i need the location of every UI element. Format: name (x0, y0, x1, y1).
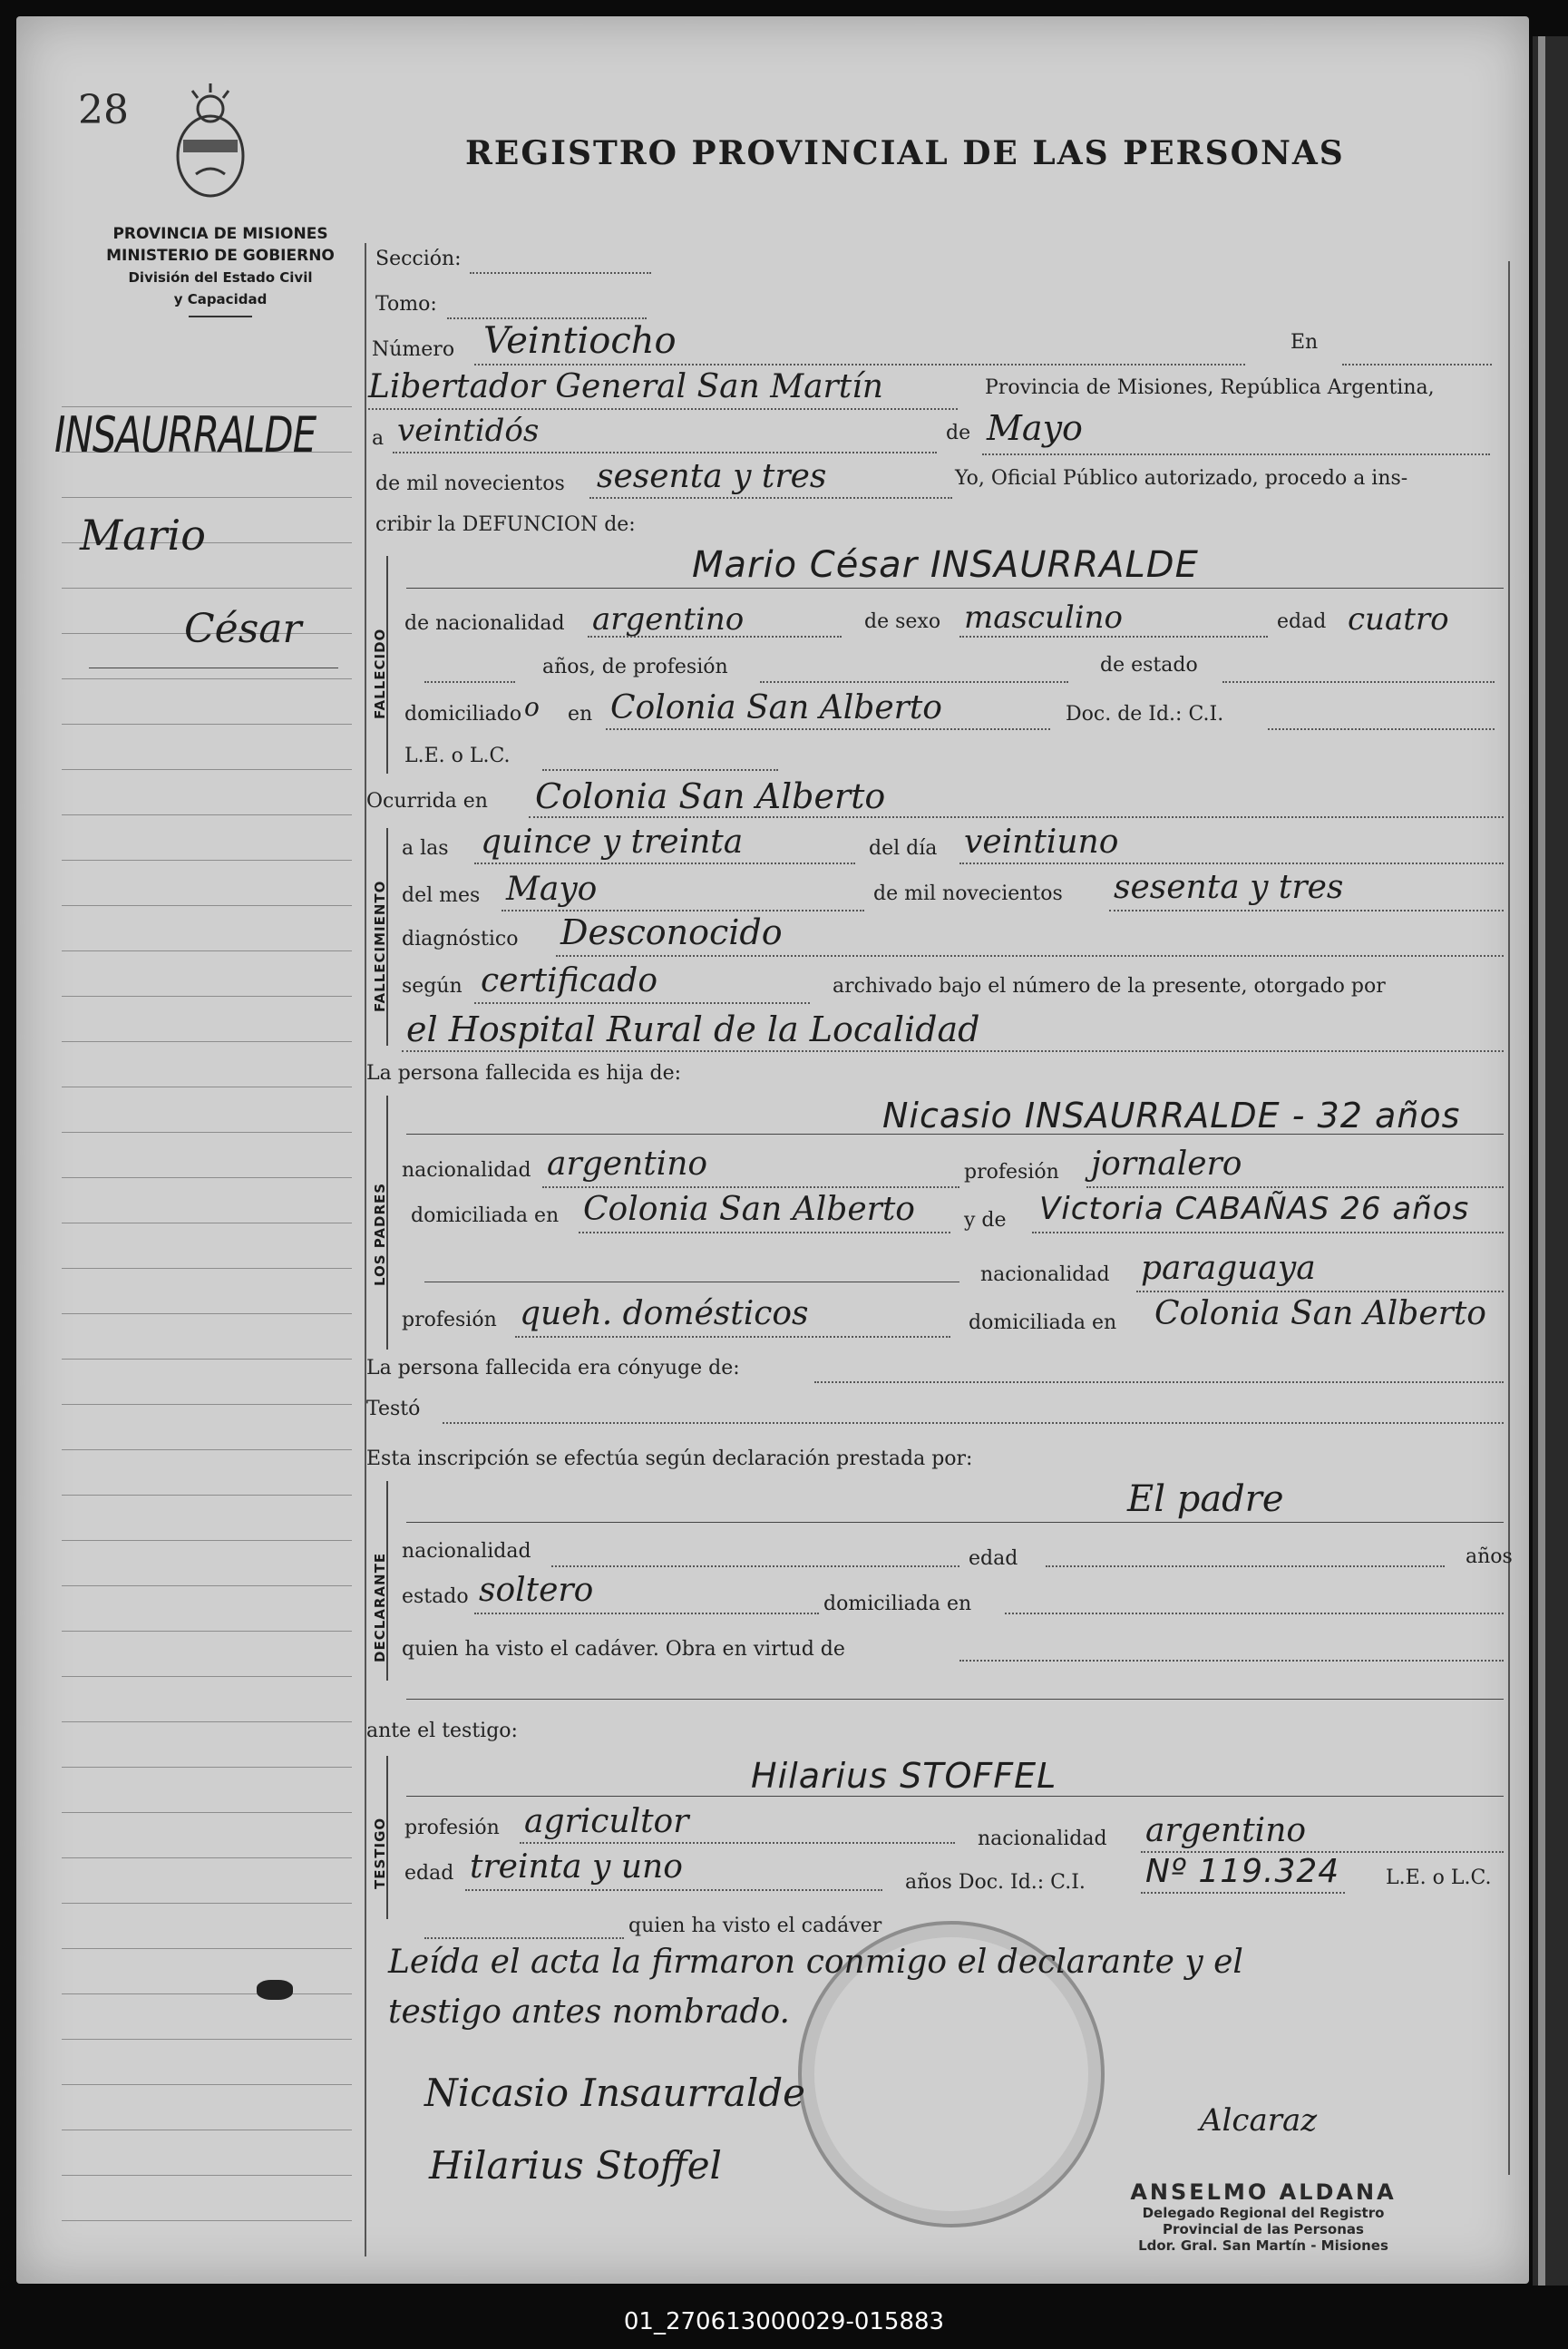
binding-gutter (1533, 36, 1568, 2286)
day-value: veintidós (397, 413, 540, 449)
seccion-label: Sección: (375, 248, 462, 270)
sexo-value: masculino (964, 599, 1124, 636)
madre-profesion-value: queh. domésticos (520, 1295, 809, 1332)
year-value: sesenta y tres (597, 458, 827, 495)
margin-rule (62, 1495, 352, 1496)
numero-value: Veintiocho (483, 320, 677, 362)
right-border (1508, 261, 1510, 2175)
estado-label: de estado (1100, 654, 1198, 677)
domiciliado-label: domiciliado (404, 703, 522, 726)
domiciliado-mark: o (524, 692, 540, 722)
margin-rule (62, 1903, 352, 1904)
padre-domiciliada-label: domiciliada en (411, 1204, 560, 1227)
testigo-ci-value: Nº 119.324 (1145, 1853, 1340, 1890)
ocurrida-label: Ocurrida en (366, 790, 488, 813)
domicilio-en-label: en (568, 703, 593, 726)
ocurrida-value: Colonia San Alberto (535, 776, 886, 816)
signature-declarante: Nicasio Insaurralde (424, 2071, 806, 2115)
margin-rule (62, 724, 352, 725)
declarante-section-label: DECLARANTE (372, 1552, 388, 1662)
margin-given-name-1: Mario (80, 511, 206, 560)
testigo-profesion-value: agricultor (524, 1803, 689, 1840)
margin-rule (62, 678, 352, 679)
margin-given-name-2: César (184, 606, 302, 652)
declarante-edad-label: edad (969, 1547, 1018, 1570)
margin-rule (62, 1721, 352, 1722)
testo-label: Testó (366, 1398, 421, 1420)
margin-rule (62, 950, 352, 951)
margin-rule (62, 497, 352, 498)
testigo-nacionalidad-value: argentino (1145, 1812, 1307, 1849)
margin-rule (62, 996, 352, 997)
hora-value: quince y treinta (481, 824, 744, 861)
margin-rule (62, 814, 352, 815)
image-id-caption: 01_270613000029-015883 (623, 2308, 945, 2335)
dia-value: veintiuno (964, 824, 1119, 861)
domicilio-value: Colonia San Alberto (610, 689, 942, 726)
madre-domicilio-value: Colonia San Alberto (1154, 1295, 1486, 1332)
margin-rule (62, 2084, 352, 2085)
doc-id-label: Doc. de Id.: C.I. (1066, 703, 1224, 726)
margin-rule (62, 2039, 352, 2040)
deceased-name: Mario César INSAURRALDE (692, 544, 1199, 586)
padres-section-label: LOS PADRES (372, 1182, 388, 1286)
diagnostico-label: diagnóstico (402, 928, 519, 950)
margin-rule (62, 1177, 352, 1178)
madre-name: Victoria CABAÑAS 26 años (1039, 1191, 1470, 1227)
declarante-name: El padre (1127, 1478, 1284, 1520)
margin-rule (62, 905, 352, 906)
fallecimiento-section-label: FALLECIMIENTO (372, 880, 388, 1012)
closing-line-1: Leída el acta la firmaron conmigo el declarante y el (388, 1944, 1243, 1981)
margin-rule (62, 1585, 352, 1586)
segun-label: según (402, 975, 463, 998)
margin-rule (62, 1359, 352, 1360)
testigo-section-label: TESTIGO (372, 1817, 388, 1889)
register-page (16, 16, 1529, 2284)
numero-label: Número (372, 338, 455, 361)
margin-rule (62, 1041, 352, 1042)
le-lc-label: L.E. o L.C. (404, 745, 511, 767)
official-title-1: Delegado Regional del Registro (1142, 2205, 1385, 2221)
month-value: Mayo (987, 408, 1083, 448)
archivado-label: archivado bajo el número de la presente, otorgado por (833, 975, 1386, 998)
tomo-label: Tomo: (375, 293, 437, 316)
padre-nacionalidad-label: nacionalidad (402, 1159, 531, 1182)
padre-nacionalidad-value: argentino (547, 1145, 708, 1183)
margin-rule (62, 1676, 352, 1677)
testigo-profesion-label: profesión (404, 1817, 500, 1839)
place-value: Libertador General San Martín (368, 368, 883, 405)
ante-testigo-label: ante el testigo: (366, 1720, 518, 1742)
authority-line: y Capacidad (173, 291, 268, 307)
madre-nacionalidad-label: nacionalidad (980, 1263, 1110, 1286)
margin-rule (62, 2220, 352, 2221)
mes-value: Mayo (506, 871, 598, 908)
provincia-label: Provincia de Misiones, República Argentina, (985, 376, 1435, 399)
mil-novecientos-label: de mil novecientos (873, 882, 1063, 905)
segun-value: certificado (481, 962, 658, 999)
padre-domicilio-value: Colonia San Alberto (583, 1191, 915, 1228)
authority-line: PROVINCIA DE MISIONES (112, 225, 328, 243)
issuing-authority (71, 223, 370, 317)
margin-rule (62, 1948, 352, 1949)
margin-surname: INSAURRALDE (54, 406, 317, 463)
declarante-cadaver-label: quien ha visto el cadáver. Obra en virtud de (402, 1638, 845, 1661)
coat-of-arms-icon (165, 83, 256, 210)
margin-rule (62, 1449, 352, 1450)
fallecido-section-label: FALLECIDO (372, 628, 388, 719)
official-title-2: Provincial de las Personas (1163, 2221, 1364, 2237)
madre-domiciliada-label: domiciliada en (969, 1311, 1117, 1334)
testigo-cadaver-label: quien ha visto el cadáver (628, 1915, 882, 1937)
official-name: ANSELMO ALDANA (1130, 2179, 1397, 2205)
declarante-domiciliada-label: domiciliada en (823, 1593, 972, 1615)
anos-profesion-label: años, de profesión (542, 656, 728, 678)
margin-rule (62, 1404, 352, 1405)
de-label: de (946, 422, 971, 444)
madre-nacionalidad-value: paraguaya (1141, 1250, 1316, 1287)
page-title: REGISTRO PROVINCIAL DE LAS PERSONAS (465, 134, 1345, 172)
margin-rule (62, 1857, 352, 1858)
edad-value: cuatro (1348, 601, 1449, 638)
margin-rule (62, 860, 352, 861)
margin-rule (62, 1540, 352, 1541)
margin-rule (62, 1132, 352, 1133)
page-number: 28 (78, 87, 129, 133)
declarante-estado-value: soltero (479, 1572, 594, 1609)
margin-divider (365, 243, 366, 2256)
nacionalidad-label: de nacionalidad (404, 612, 565, 635)
cribir-label: cribir la DEFUNCION de: (375, 513, 636, 536)
margin-rule (62, 2175, 352, 2176)
declarante-nacionalidad-label: nacionalidad (402, 1540, 531, 1563)
official-title-3: Ldor. Gral. San Martín - Misiones (1138, 2237, 1388, 2254)
testigo-doc-label: años Doc. Id.: C.I. (905, 1871, 1086, 1894)
ink-smudge (257, 1980, 293, 2000)
oficial-label: Yo, Oficial Público autorizado, procedo a ins- (955, 467, 1408, 490)
margin-rule (62, 1631, 352, 1632)
diagnostico-value: Desconocido (560, 912, 783, 952)
margin-rule (62, 1767, 352, 1768)
signature-official: Alcaraz (1200, 2102, 1318, 2139)
padre-profesion-label: profesión (964, 1161, 1059, 1184)
anio-value: sesenta y tres (1114, 869, 1344, 906)
padre-profesion-value: jornalero (1091, 1145, 1242, 1183)
sexo-label: de sexo (864, 610, 941, 633)
y-de-label: y de (964, 1209, 1007, 1232)
official-stamp-block (1091, 2179, 1436, 2254)
declarante-estado-label: estado (402, 1585, 469, 1608)
authority-line: División del Estado Civil (128, 269, 313, 286)
madre-profesion-label: profesión (402, 1309, 497, 1331)
margin-rule (62, 769, 352, 770)
a-las-label: a las (402, 837, 449, 860)
declarante-anos-label: años (1466, 1545, 1513, 1568)
declaracion-label: Esta inscripción se efectúa según declaración prestada por: (366, 1447, 973, 1470)
testigo-le-label: L.E. o L.C. (1386, 1867, 1492, 1889)
margin-rule (62, 1313, 352, 1314)
a-label: a (372, 427, 385, 450)
del-mes-label: del mes (402, 884, 481, 907)
testigo-name: Hilarius STOFFEL (751, 1756, 1057, 1796)
edad-label: edad (1277, 610, 1327, 633)
conyuge-label: La persona fallecida era cónyuge de: (366, 1357, 740, 1379)
hija-de-label: La persona fallecida es hija de: (366, 1062, 682, 1085)
margin-rule (62, 588, 352, 589)
del-dia-label: del día (869, 837, 938, 860)
testigo-edad-value: treinta y uno (470, 1848, 683, 1886)
testigo-nacionalidad-label: nacionalidad (978, 1828, 1107, 1850)
margin-rule (62, 1268, 352, 1269)
padre-name: Nicasio INSAURRALDE - 32 años (882, 1096, 1461, 1136)
margin-rule (62, 1993, 352, 1994)
authority-line: MINISTERIO DE GOBIERNO (106, 247, 335, 265)
en-label: En (1290, 331, 1319, 354)
testigo-edad-label: edad (404, 1862, 454, 1885)
closing-line-2: testigo antes nombrado. (388, 1993, 790, 2031)
otorgado-value: el Hospital Rural de la Localidad (406, 1009, 980, 1049)
margin-rule (62, 1812, 352, 1813)
margin-ruled-lines (62, 406, 352, 2284)
signature-testigo: Hilarius Stoffel (429, 2143, 722, 2188)
nacionalidad-value: argentino (592, 601, 745, 638)
mil-label: de mil novecientos (375, 473, 565, 495)
